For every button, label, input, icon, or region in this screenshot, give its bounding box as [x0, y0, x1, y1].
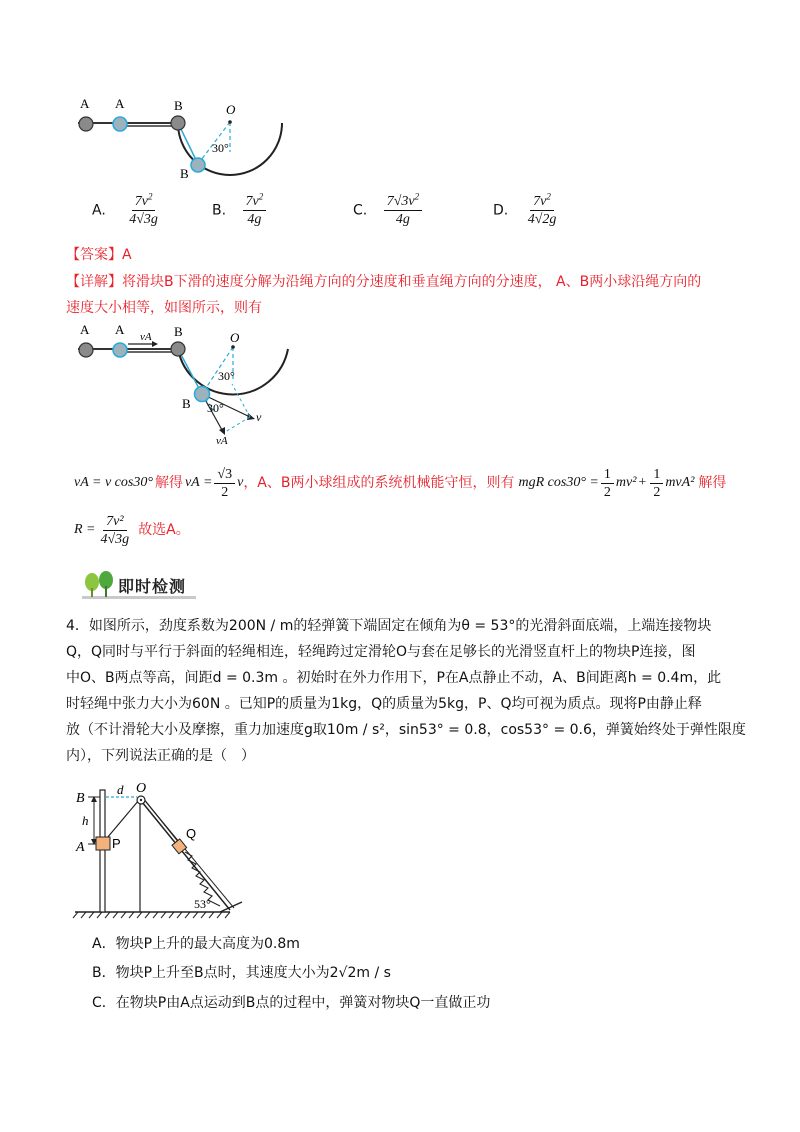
option-letter: A. — [92, 202, 106, 219]
label-angle1: 30° — [218, 369, 235, 383]
label-v: v — [256, 410, 262, 424]
block-p — [96, 837, 110, 850]
label-b-bottom: B — [180, 166, 189, 181]
label-b-top: B — [174, 324, 183, 339]
label-a2: A — [115, 96, 125, 111]
label-p: P — [112, 836, 121, 851]
label-d: d — [117, 782, 124, 797]
option-fraction: $\frac{7v^2}{4√3g}$ — [129, 191, 158, 227]
label-a: A — [76, 840, 85, 855]
dashed-parallelogram — [225, 417, 250, 432]
label-b-bottom: B — [182, 396, 191, 411]
q4-line-5: 放（不计滑轮大小及摩擦，重力加速度g取10m / s²，sin53° = 0.8，cos53° = 0.6，弹簧始终处于弹性限度 — [66, 722, 746, 738]
eq-plus: + — [638, 475, 647, 490]
label-b-top: B — [174, 98, 183, 113]
option-4a[interactable]: A．物块P上升的最大高度为0.8m — [92, 936, 300, 952]
ground-hatch — [73, 912, 230, 918]
eq-half-1: $\frac{1}{2}$ — [601, 466, 614, 501]
vertical-rod — [100, 790, 105, 912]
label-o: O — [136, 782, 147, 796]
rope-to-q — [143, 798, 180, 844]
detail-line-2: 速度大小相等，如图所示，则有 — [66, 300, 262, 316]
ball-a-right — [113, 343, 127, 357]
q4-line-4: 时轻绳中张力大小为60N 。已知P的质量为1kg，Q的质量为5kg，P、Q均可视为质点。现将P由静止释 — [66, 696, 702, 712]
option-fraction: $\frac{7v^2}{4√2g}$ — [527, 191, 557, 227]
incline-surface — [142, 802, 230, 910]
eq-mv2: mv² — [615, 475, 637, 490]
eq-v: v — [237, 475, 244, 490]
eq-r: R = — [74, 522, 96, 537]
option-1b[interactable] — [212, 193, 268, 228]
figure-1-slider-rope — [70, 92, 300, 182]
label-va: vA — [140, 331, 152, 343]
option-fraction: $\frac{7v^2}{4g}$ — [243, 193, 267, 228]
answer-line: 【答案】A — [66, 247, 132, 263]
eq-text-mid: ，A、B两小球组成的系统机械能守恒，则有 — [243, 475, 515, 491]
figure-2-velocity-decomposition — [70, 322, 300, 447]
equation-line-2 — [74, 510, 190, 550]
eq-conclusion: 故选A。 — [138, 522, 190, 538]
ball-b-top — [171, 116, 185, 130]
eq-va: vA = — [184, 475, 213, 490]
label-a2: A — [115, 322, 125, 337]
arrow-va-bottom-head — [219, 427, 225, 435]
option-fraction: $\frac{7√3v^2}{4g}$ — [384, 193, 422, 228]
eq-mva2: mvA² — [665, 475, 695, 490]
ball-a-left — [79, 117, 93, 131]
label-o: O — [226, 102, 236, 117]
eq-solve-1: 解得 — [154, 475, 183, 491]
figure-3-incline-pulley — [70, 782, 260, 922]
pulley-center — [140, 799, 142, 801]
section-header — [82, 570, 196, 602]
eq-solve-2: 解得 — [698, 475, 727, 491]
label-va-bottom: vA — [216, 435, 228, 447]
option-letter: C. — [353, 202, 368, 219]
detail-line-1 — [66, 272, 701, 292]
label-angle2: 30° — [207, 401, 224, 415]
eq-r-fraction: $\frac{\text{7v²}}{4√3g}$ — [100, 513, 130, 547]
label-a1: A — [80, 322, 90, 337]
ball-b-bottom — [195, 387, 210, 402]
q4-line-6: 内），下列说法正确的是（ ） — [66, 748, 255, 764]
equation-line-1 — [74, 463, 726, 503]
option-1c[interactable] — [353, 193, 424, 228]
option-letter: B. — [212, 202, 227, 219]
eq-half-2: $\frac{1}{2}$ — [650, 466, 663, 501]
option-letter: D. — [493, 202, 509, 219]
q4-line-1: 4．如图所示，劲度系数为200N / m的轻弹簧下端固定在倾角为θ = 53°的光滑斜面底端，上端连接物块 — [66, 618, 712, 634]
ball-b-top — [171, 342, 185, 356]
ball-a-right — [113, 117, 127, 131]
point-o — [228, 120, 232, 124]
eq-sqrt3-over-2: $\frac{√3}{2}$ — [214, 466, 235, 501]
label-b: B — [76, 791, 85, 806]
detail-text-1: 将滑块B下滑的速度分解为沿绳方向的分速度和垂直绳方向的分速度， A、B两小球沿绳方向的 — [122, 274, 702, 290]
ball-b-bottom — [191, 158, 205, 172]
label-angle: 53° — [194, 897, 211, 911]
arrow-va-top-head — [152, 341, 158, 347]
ball-a-left — [79, 343, 93, 357]
label-o: O — [230, 330, 240, 345]
eq-va-cos: vA = v cos30° — [74, 475, 153, 490]
detail-label: 【详解】 — [66, 274, 122, 290]
q4-line-2: Q，Q同时与平行于斜面的轻绳相连，轻绳跨过定滑轮O与套在足够长的光滑竖直杆上的物块P连接，图 — [66, 644, 696, 660]
option-1a[interactable] — [92, 193, 163, 228]
label-a1: A — [80, 96, 90, 111]
label-q: Q — [186, 826, 197, 841]
label-angle: 30° — [212, 141, 229, 155]
eq-energy-lhs: mgR cos30° = — [518, 475, 599, 490]
option-4c[interactable]: C．在物块P由A点运动到B点的过程中，弹簧对物块Q一直做正功 — [92, 995, 491, 1011]
option-1d[interactable] — [493, 193, 561, 228]
arrow-v-head — [247, 413, 255, 420]
spring-base — [220, 902, 242, 912]
rope-to-p — [107, 800, 139, 838]
label-h: h — [82, 813, 89, 828]
point-o — [231, 345, 235, 349]
option-4b[interactable]: B．物块P上升至B点时，其速度大小为2√2m / s — [92, 965, 391, 981]
section-title: 即时检测 — [118, 577, 187, 596]
q4-line-3: 中O、B两点等高，间距d = 0.3m 。初始时在外力作用下，P在A点静止不动，A、B间距离h = 0.4m，此 — [66, 670, 722, 686]
